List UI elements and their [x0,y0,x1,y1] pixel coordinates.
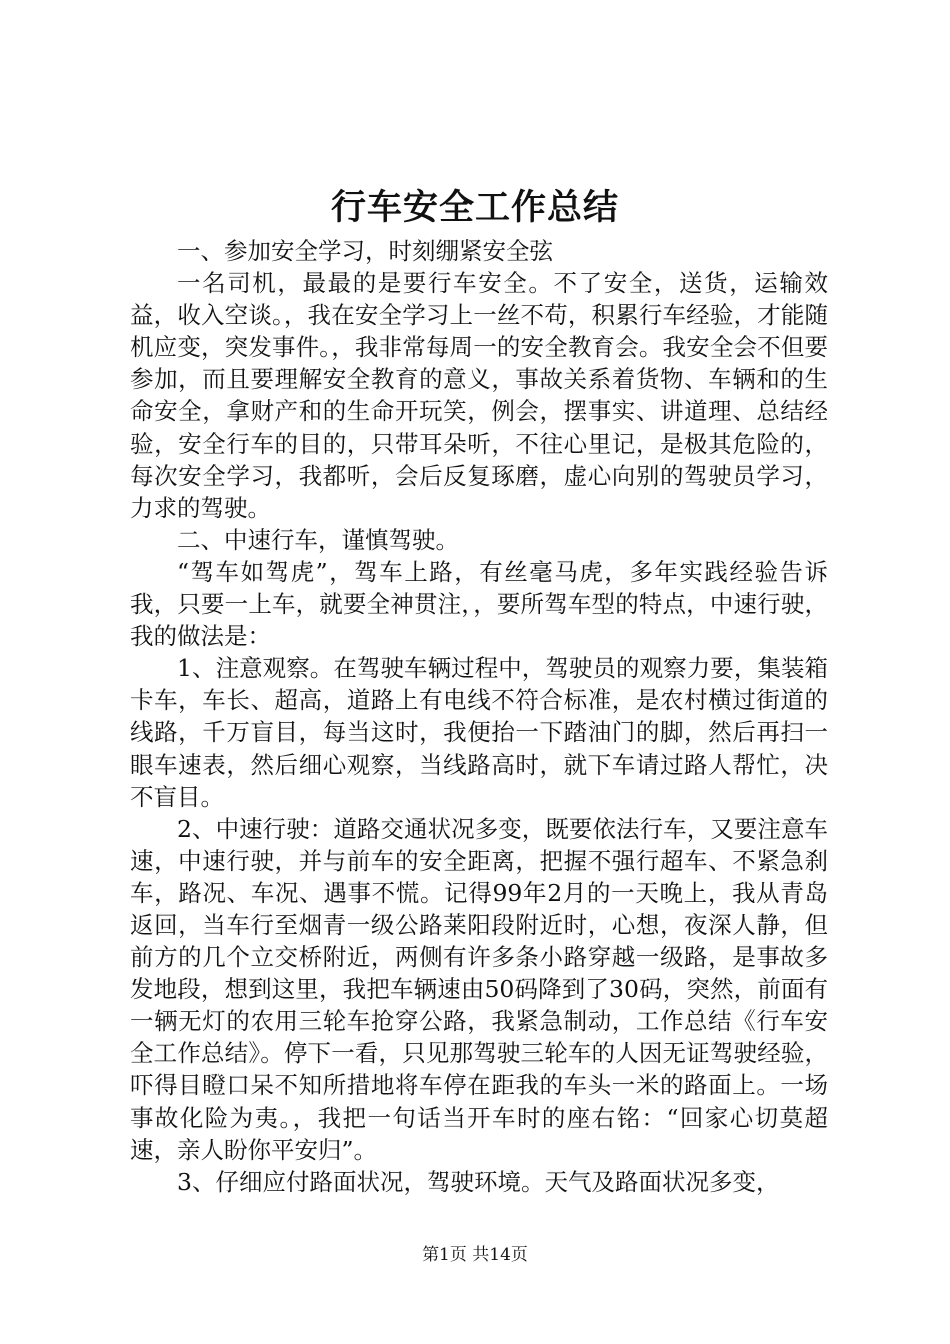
document-title: 行车安全工作总结 [330,187,619,228]
paragraph-item-3: 3、仔细应付路面状况，驾驶环境。天气及路面状况多变， [177,1167,780,1196]
paragraph-section-2-intro: “驾车如驾虎”，驾车上路，有丝毫马虎，多年实践经验告诉我，只要一上车，就要全神贯注，，要所驾车型的特点，中速行驶，我的做法是： [130,557,828,651]
paragraph-section-2-heading: 二、中速行车，谨慎驾驶。 [177,525,459,554]
document-body [130,235,828,1198]
paragraph-item-1: 1、注意观察。在驾驶车辆过程中，驾驶员的观察力要，集装箱卡车，车长、超高，道路上有电线不符合标准，是农村横过街道的线路，千万盲目，每当这时，我便抬一下踏油门的脚，然后再扫一眼车速表，然后细心观察，当线路高时，就下车请过路人帮忙，决不盲目。 [130,654,828,811]
paragraph-item-2: 2、中速行驶：道路交通状况多变，既要依法行车，又要注意车速，中速行驶，并与前车的安全距离，把握不强行超车、不紧急刹车，路况、车况、遇事不慌。记得99年2月的一天晚上，我从青岛返回，当车行至烟青一级公路莱阳段附近时，心想，夜深人静，但前方的几个立交桥附近，两侧有许多条小路穿越一级路，是事故多发地段，想到这里，我把车辆速由50码降到了30码，突然，前面有一辆无灯的农用三轮车抢穿公路，我紧急制动，工作总结《行车安全工作总结》。停下一看，只见那驾驶三轮车的人因无证驾驶经验，吓得目瞪口呆不知所措地将车停在距我的车头一米的路面上。一场事故化险为夷。，我把一句话当开车时的座右铭：“回家心切莫超速，亲人盼你平安归”。 [130,814,828,1164]
paragraph-section-1-body: 一名司机，最最的是要行车安全。不了安全，送货，运输效益，收入空谈。，我在安全学习上一丝不苟，积累行车经验，才能随机应变，突发事件。，我非常每周一的安全教育会。我安全会不但要参加，而且要理解安全教育的意义，事故关系着货物、车辆和的生命安全，拿财产和的生命开玩笑，例会，摆事实、讲道理、总结经验，安全行车的目的，只带耳朵听，不往心里记，是极其危险的，每次安全学习，我都听，会后反复琢磨，虚心向别的驾驶员学习，力求的驾驶。 [130,269,828,522]
page-number-footer: 第1页 共14页 [422,1245,528,1265]
paragraph-section-1-heading: 一、参加安全学习，时刻绷紧安全弦 [177,237,553,265]
